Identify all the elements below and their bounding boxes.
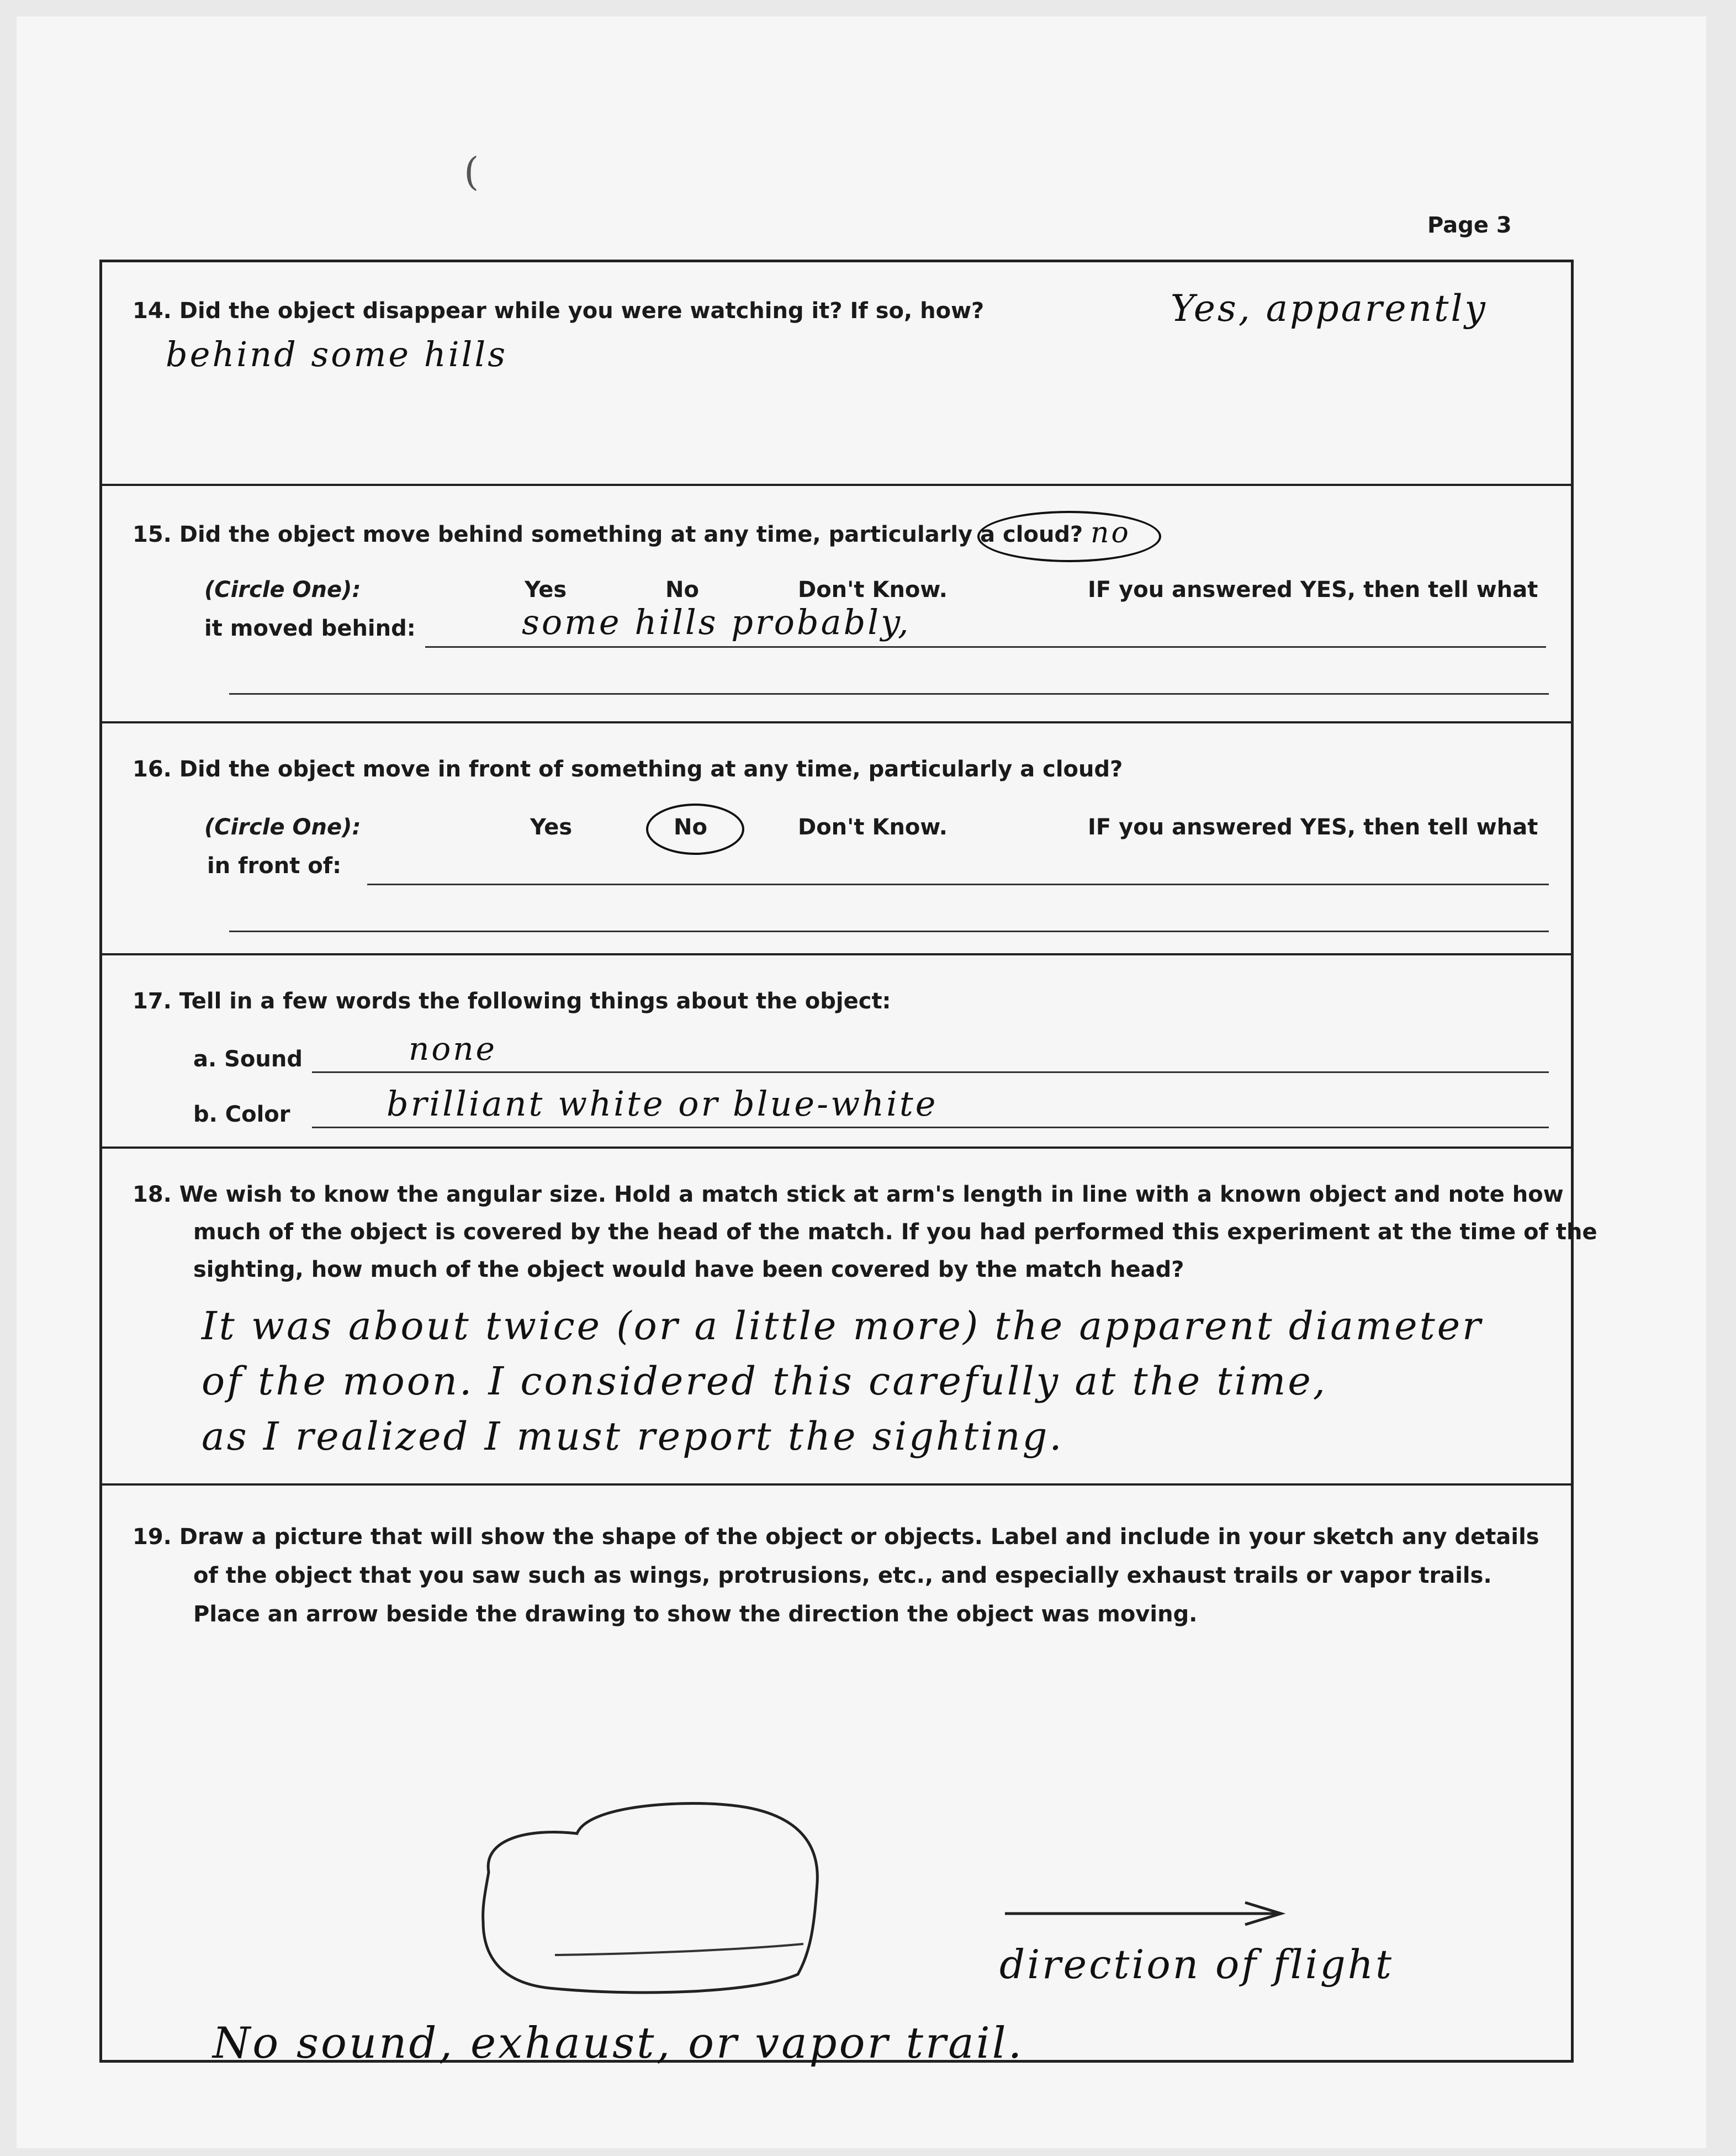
- question-17-sound-line: [312, 1071, 1549, 1073]
- question-16-option-dont-know[interactable]: Don't Know.: [798, 815, 948, 840]
- question-15-blank-line: [229, 693, 1549, 695]
- question-16-text: 16. Did the object move in front of something at any time, particularly a cloud?: [133, 757, 1123, 782]
- question-15-option-no[interactable]: No: [665, 577, 699, 603]
- question-17-color-line: [312, 1127, 1549, 1128]
- question-14-answer-line1: Yes, apparently: [1171, 287, 1488, 330]
- question-16-circle-one: (Circle One):: [204, 815, 361, 840]
- question-14-section: [102, 262, 1571, 486]
- question-18-text-line1: 18. We wish to know the angular size. Hold a match stick at arm's length in line with a known object and note how: [133, 1182, 1564, 1207]
- margin-mark: (: [464, 149, 479, 194]
- question-17-color-label: b. Color: [193, 1102, 290, 1127]
- question-16-option-no[interactable]: No: [674, 815, 707, 840]
- question-17-color-answer[interactable]: brilliant white or blue-white: [387, 1084, 938, 1124]
- question-15-option-yes[interactable]: Yes: [525, 577, 567, 603]
- question-15-if-yes: IF you answered YES, then tell what: [1088, 577, 1538, 603]
- question-19-note: No sound, exhaust, or vapor trail.: [213, 2018, 1024, 2068]
- question-14-text: 14. Did the object disappear while you were watching it? If so, how?: [133, 298, 985, 324]
- question-19-text-line3: Place an arrow beside the drawing to show the direction the object was moving.: [193, 1602, 1198, 1627]
- question-17-text: 17. Tell in a few words the following things about the object:: [133, 989, 891, 1014]
- question-16-in-front-label: in front of:: [207, 853, 342, 879]
- direction-of-flight-label: direction of flight: [999, 1941, 1394, 1988]
- question-18-answer-line3: as I realized I must report the sighting.: [202, 1414, 1064, 1459]
- question-16-answer-line: [367, 884, 1549, 885]
- question-16-if-yes: IF you answered YES, then tell what: [1088, 815, 1538, 840]
- questionnaire-form: [99, 260, 1597, 2068]
- question-16-blank-line: [229, 931, 1549, 932]
- question-18-answer-line1: It was about twice (or a little more) the apparent diameter: [202, 1303, 1483, 1349]
- question-16-section: [102, 723, 1571, 955]
- question-17-section: [102, 955, 1571, 1149]
- question-16-option-yes[interactable]: Yes: [530, 815, 573, 840]
- question-15-answer[interactable]: some hills probably,: [522, 602, 911, 642]
- cloud-circle-mark: [977, 511, 1161, 562]
- question-15-option-dont-know[interactable]: Don't Know.: [798, 577, 948, 603]
- question-15-moved-behind-label: it moved behind:: [204, 616, 416, 641]
- question-18-answer-line2: of the moon. I considered this carefully at the time,: [202, 1359, 1328, 1404]
- question-18-text-line3: sighting, how much of the object would have been covered by the match head?: [193, 1257, 1184, 1282]
- page-number: Page 3: [1427, 213, 1512, 238]
- direction-arrow-icon: [1002, 1897, 1289, 1930]
- question-15-circle-one: (Circle One):: [204, 577, 361, 603]
- question-17-sound-answer[interactable]: none: [409, 1030, 497, 1068]
- question-19-text-line1: 19. Draw a picture that will show the shape of the object or objects. Label and include in your sketch any details: [133, 1524, 1539, 1550]
- question-14-answer-line2: behind some hills: [166, 334, 508, 374]
- question-18-section: [102, 1149, 1597, 1486]
- document-page: [17, 17, 1706, 2148]
- object-shape-sketch: [467, 1778, 897, 2010]
- question-15-cloud-note: no: [1091, 516, 1131, 549]
- question-15-text: 15. Did the object move behind something at any time, particularly a cloud?: [133, 522, 1083, 547]
- question-15-answer-line: [425, 646, 1546, 648]
- question-19-section: [102, 1486, 1571, 2068]
- question-19-text-line2: of the object that you saw such as wings, protrusions, etc., and especially exhaust trails or vapor trails.: [193, 1563, 1492, 1588]
- question-17-sound-label: a. Sound: [193, 1047, 303, 1072]
- question-15-section: [102, 486, 1571, 723]
- question-18-text-line2: much of the object is covered by the head of the match. If you had performed this experiment at the time of the: [193, 1219, 1597, 1245]
